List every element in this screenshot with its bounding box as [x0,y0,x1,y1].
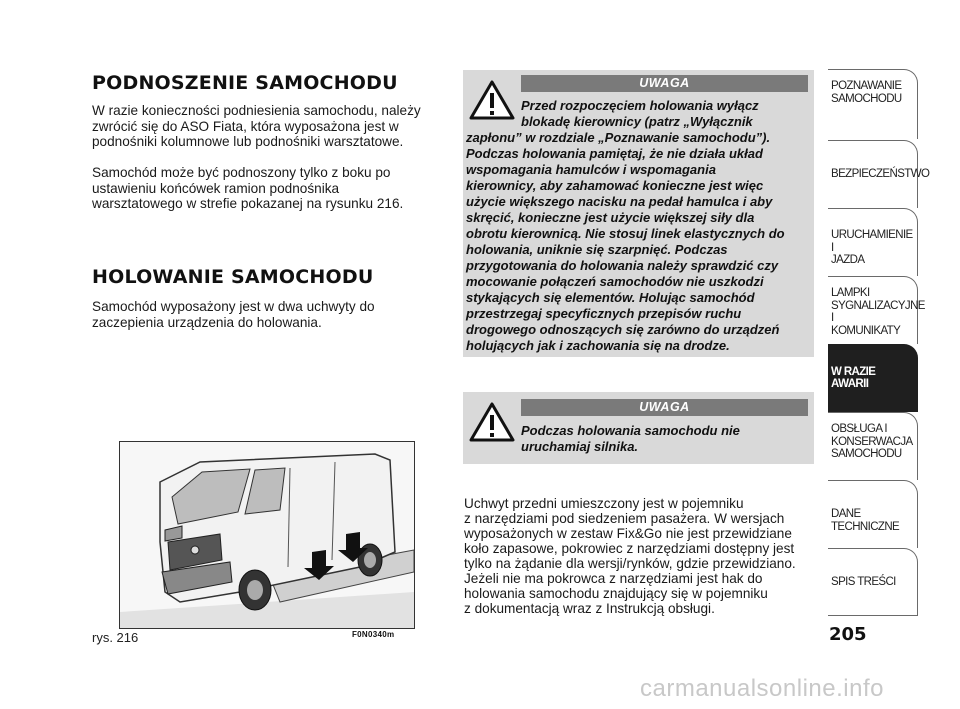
nav-tab-poznawanie[interactable] [828,69,918,139]
van-illustration [120,442,414,628]
nav-tab-label: POZNAWANIE [831,80,902,92]
warning-triangle-icon [469,80,515,120]
warning-line: drogowego odnoszących się zarówno do urządzeń [466,322,780,337]
figure-caption: rys. 216 [92,630,139,645]
lifting-paragraph-1: W razie konieczności podniesienia samochodu, należy zwrócić się do ASO Fiata, która wyposażona jest w podnośniki kolumnowe lub podnośniki warsztatowe. [92,103,421,150]
nav-tab-lampki[interactable] [828,276,925,344]
nav-tab-bezpieczenstwo[interactable] [828,140,930,208]
text-line: koło zapasowe, pokrowiec z narzędziami dostępny jest [464,541,795,556]
heading-lifting: PODNOSZENIE SAMOCHODU [92,72,398,94]
nav-tab-w-razie-awarii[interactable] [828,344,918,412]
heading-towing: HOLOWANIE SAMOCHODU [92,266,374,288]
warning-box-2 [463,392,814,464]
warning-line: zapłonu” w rozdziale „Poznawanie samochodu”). [466,130,771,145]
watermark: carmanualsonline.info [640,675,884,702]
text-line: wyposażonych w zestaw Fix&Go nie jest przewidziane [464,526,792,541]
nav-tab-uruchamienie[interactable] [828,208,918,276]
nav-tab-label: SPIS TREŚCI [831,576,896,588]
warning-line: mocowanie połączeń samochodów nie uszkodzi [466,274,764,289]
warning-box-1 [463,70,814,357]
nav-tab-label: BEZPIECZEŃSTWO [831,168,930,180]
warning-line: wspomagania hamulców i wspomagania [466,162,716,177]
nav-tab-label: SAMOCHODU [831,448,902,460]
nav-tab-obsluga[interactable] [828,412,918,480]
lifting-paragraph-2: Samochód może być podnoszony tylko z boku po ustawieniu końcówek ramion podnośnika warsztatowego w strefie pokazanej na rysunku 216. [92,165,404,212]
nav-tab-spis-tresci[interactable] [828,548,918,616]
warning-header-1: UWAGA [521,75,808,92]
warning-line: uruchamiaj silnika. [521,439,639,454]
text-line: Jeżeli nie ma pokrowca z narzędziami jest hak do [464,571,763,586]
warning-line: przestrzegaj specyficznych przepisów ruchu [466,306,742,321]
warning-line: Przed rozpoczęciem holowania wyłącz [521,98,759,113]
nav-tab-dane-techniczne[interactable] [828,480,918,548]
warning-line: holowania, uniknie się szarpnięć. Podczas [466,242,728,257]
warning-line: stykających się elementów. Holując samochód [466,290,755,305]
text-line: holowania samochodu znajdujący się w pojemniku [464,586,768,601]
nav-tab-label: KONSERWACJA [831,435,913,448]
warning-line: obrotu kierownicą. Nie stosuj linek elastycznych do [466,226,785,241]
text-line: z narzędziami pod siedzeniem pasażera. W wersjach [464,511,785,526]
figure-van-lifting [119,441,415,629]
nav-tab-label: JAZDA [831,254,865,266]
warning-line: skręcić, konieczne jest użycie większej siły dla [466,210,755,225]
nav-tab-label: URUCHAMIENIE I [831,229,913,254]
warning-line: kierownicy, aby zahamować konieczne jest więc [466,178,764,193]
figure-code: F0N0340m [352,630,395,639]
text-line: tylko na żądanie dla wersji/rynków, gdzie przewidziano. [464,556,796,571]
warning-line: blokadę kierownicy (patrz „Wyłącznik [521,114,753,129]
towing-paragraph: Samochód wyposażony jest w dwa uchwyty do zaczepienia urządzenia do holowania. [92,299,375,330]
warning-line: przygotowania do holowania należy sprawdzić czy [466,258,779,273]
text-line: Uchwyt przedni umieszczony jest w pojemniku [464,496,744,511]
nav-tab-label: OBSŁUGA I [831,423,887,435]
text-line: z dokumentacją wraz z Instrukcją obsługi. [464,601,715,616]
nav-tab-label: DANE TECHNICZNE [831,508,900,533]
page-number: 205 [829,624,867,645]
nav-tab-label: SAMOCHODU [831,92,902,105]
nav-tab-label: KOMUNIKATY [831,324,901,337]
warning-header-2: UWAGA [521,399,808,416]
nav-tab-label: LAMPKI [831,287,870,299]
nav-tab-label: SYGNALIZACYJNE I [831,299,925,324]
warning-triangle-icon [469,402,515,442]
warning-line: Podczas holowania samochodu nie [521,423,740,438]
warning-line: holujących jak i zachowania się na drodze. [466,338,730,353]
warning-line: użycie większego nacisku na pedał hamulca i aby [466,194,773,209]
warning-line: Podczas holowania pamiętaj, że nie działa układ [466,146,763,161]
nav-tab-label: W RAZIE AWARII [831,365,876,390]
